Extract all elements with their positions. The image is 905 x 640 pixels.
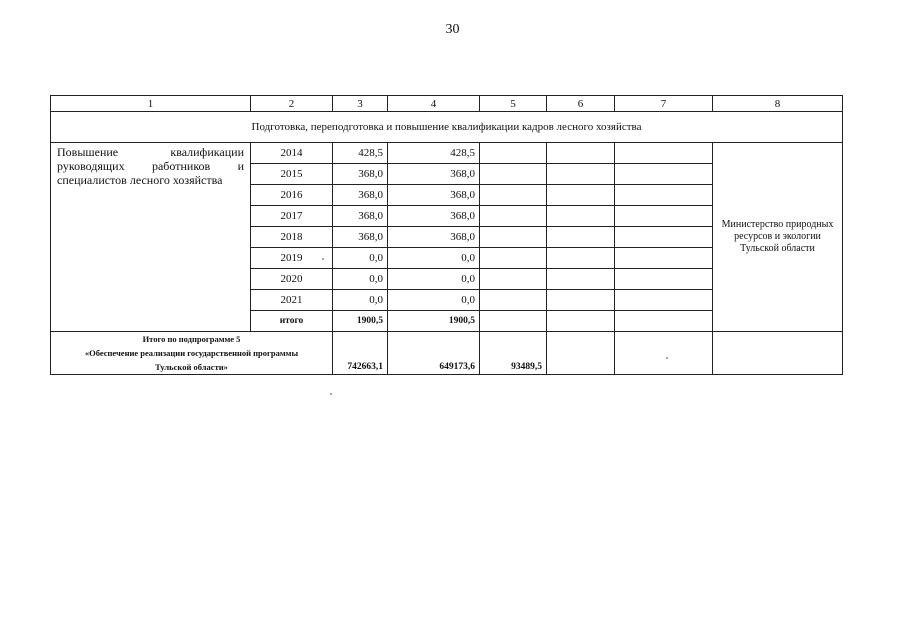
subprogram-total-col3: 742663,1 [333,332,388,375]
year-cell: 2017 [251,206,333,227]
activity-description [51,143,251,332]
empty-cell [547,164,615,185]
column-number: 1 [51,96,251,112]
empty-cell [713,332,843,375]
empty-cell [547,143,615,164]
value-col4: 0,0 [388,248,480,269]
column-number: 8 [713,96,843,112]
empty-cell [615,227,713,248]
value-col3: 368,0 [333,206,388,227]
empty-cell [547,227,615,248]
description-line: руководящих работников и [57,159,244,173]
empty-cell [615,185,713,206]
value-col4: 0,0 [388,269,480,290]
subprogram-label-line: Итого по подпрограмме 5 [142,334,241,344]
value-col3: 0,0 [333,269,388,290]
section-title-row [51,112,843,143]
year-cell: 2016 [251,185,333,206]
year-cell: 2020 [251,269,333,290]
empty-cell [480,143,547,164]
total-col4: 1900,5 [388,311,480,332]
value-col4: 0,0 [388,290,480,311]
value-col4: 368,0 [388,164,480,185]
empty-cell [615,332,713,375]
year-cell: 2019 [251,248,333,269]
value-col3: 0,0 [333,290,388,311]
empty-cell [480,248,547,269]
empty-cell [615,269,713,290]
value-col4: 368,0 [388,185,480,206]
description-line: Повышение квалификации [57,145,244,159]
page-number: 30 [445,22,460,37]
empty-cell [480,185,547,206]
empty-cell [615,290,713,311]
empty-cell [480,206,547,227]
value-col3: 368,0 [333,185,388,206]
column-number: 4 [388,96,480,112]
empty-cell [547,248,615,269]
empty-cell [480,227,547,248]
empty-cell [480,311,547,332]
empty-cell [547,269,615,290]
empty-cell [480,269,547,290]
subprogram-total-col5: 93489,5 [480,332,547,375]
year-cell: 2014 [251,143,333,164]
subprogram-total-label [51,332,333,375]
value-col3: 368,0 [333,164,388,185]
empty-cell [547,185,615,206]
year-cell: 2018 [251,227,333,248]
subprogram-total-row [51,332,843,375]
year-cell: 2015 [251,164,333,185]
column-number: 6 [547,96,615,112]
scan-speck [322,258,324,260]
value-col3: 428,5 [333,143,388,164]
empty-cell [547,332,615,375]
empty-cell [480,164,547,185]
table-row [51,143,843,164]
column-number: 5 [480,96,547,112]
empty-cell [547,290,615,311]
scan-speck [330,393,332,395]
empty-cell [615,206,713,227]
value-col4: 368,0 [388,206,480,227]
total-label: итого [251,311,333,332]
empty-cell [615,143,713,164]
value-col4: 428,5 [388,143,480,164]
year-cell: 2021 [251,290,333,311]
section-title: Подготовка, переподготовка и повышение квалификации кадров лесного хозяйства [51,112,843,143]
value-col3: 0,0 [333,248,388,269]
empty-cell [547,311,615,332]
subprogram-total-col4: 649173,6 [388,332,480,375]
program-table [50,95,843,375]
subprogram-label-line: Тульской области» [155,362,228,372]
empty-cell [615,248,713,269]
column-number: 2 [251,96,333,112]
empty-cell [615,311,713,332]
scan-speck [666,357,668,359]
value-col4: 368,0 [388,227,480,248]
column-number: 7 [615,96,713,112]
empty-cell [547,206,615,227]
value-col3: 368,0 [333,227,388,248]
column-number: 3 [333,96,388,112]
subprogram-label-line: «Обеспечение реализации государственной программы [84,348,299,358]
responsible-executor: Министерство природных ресурсов и экологии Тульской области [713,143,843,332]
empty-cell [480,290,547,311]
description-line: специалистов лесного хозяйства [57,173,223,187]
empty-cell [615,164,713,185]
column-number-row [51,96,843,112]
total-col3: 1900,5 [333,311,388,332]
